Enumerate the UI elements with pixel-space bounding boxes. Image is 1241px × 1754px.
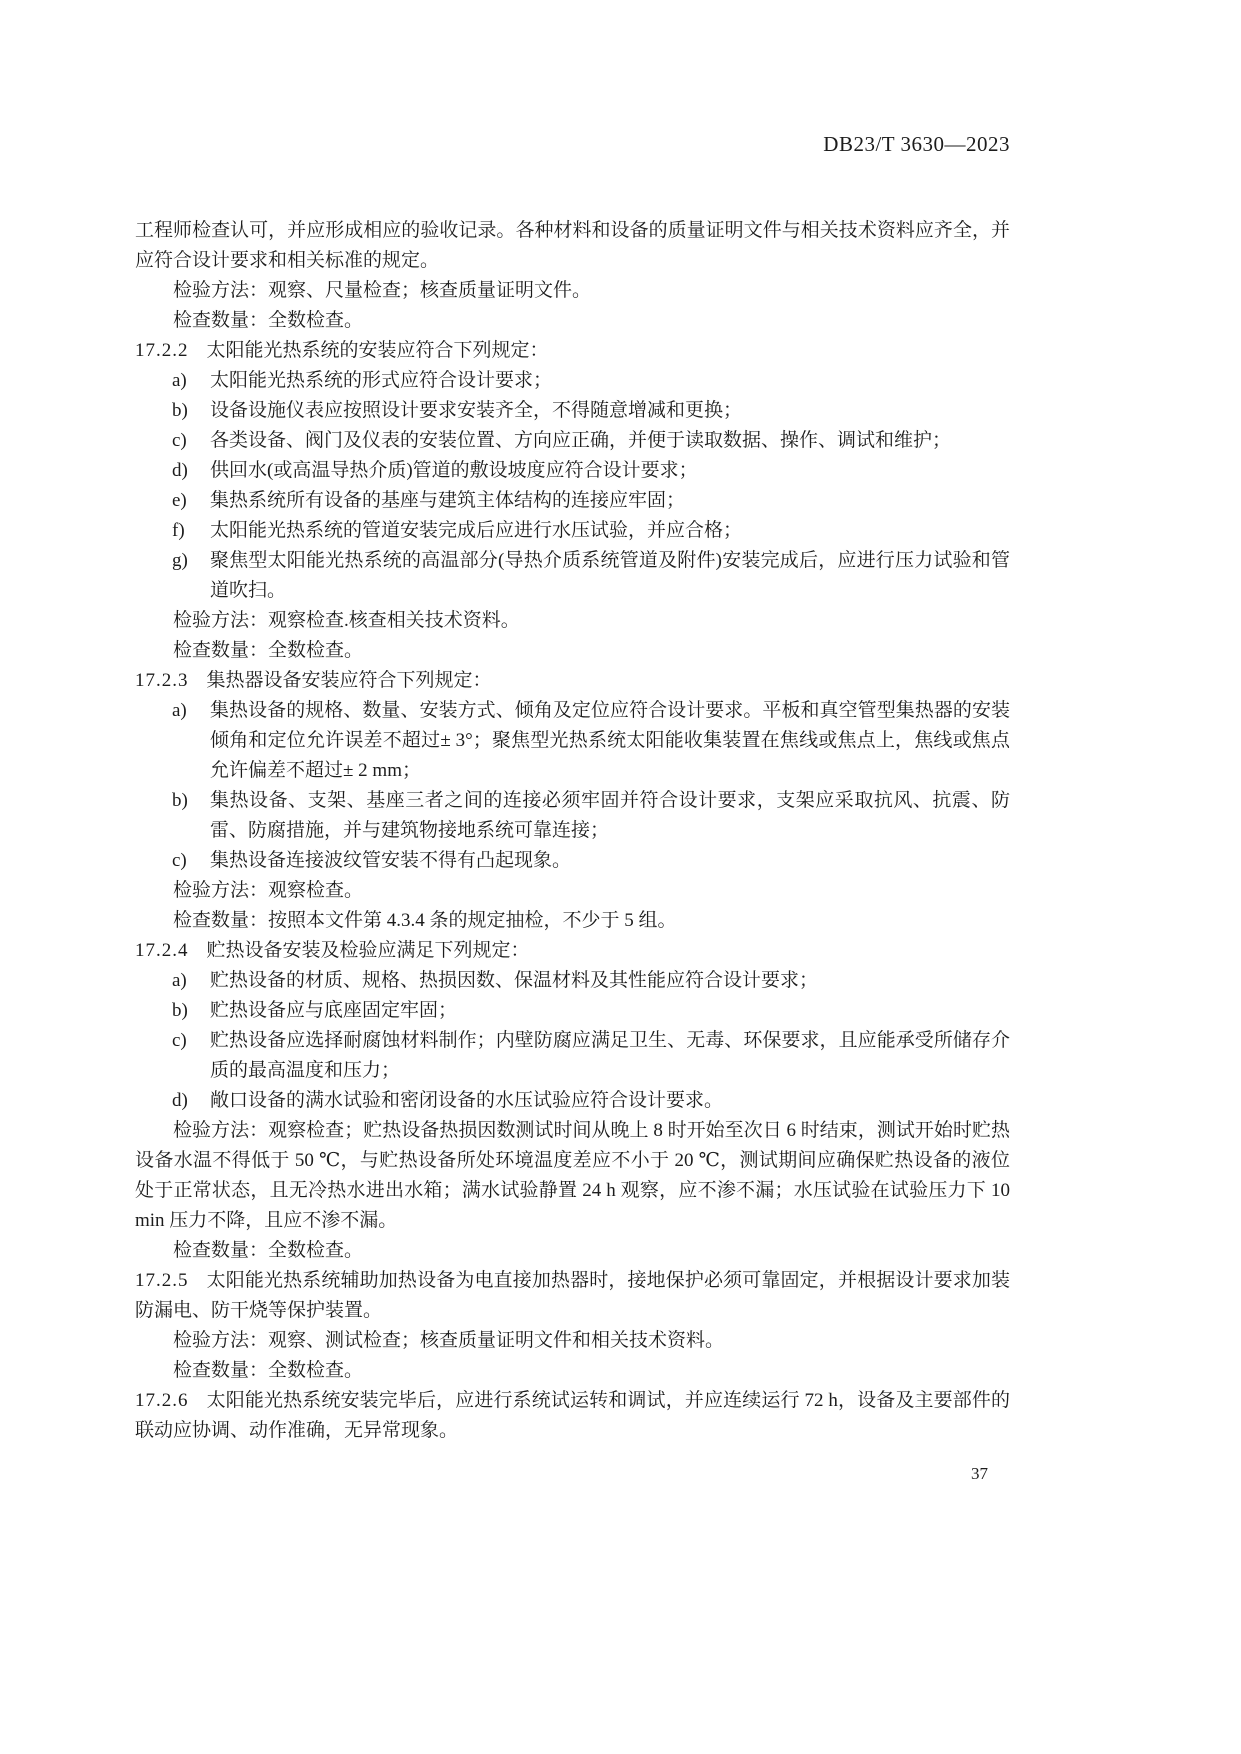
procedure-line: 检查数量：按照本文件第 4.3.4 条的规定抽检，不少于 5 组。 [173, 910, 677, 931]
list-item-text: 敞口设备的满水试验和密闭设备的水压试验应符合设计要求。 [210, 1090, 724, 1111]
clause-number: 17.2.3 [135, 670, 189, 691]
list-item-g [135, 546, 1010, 606]
clause-17.2.5 [135, 1266, 1010, 1326]
list-item-text: 集热设备连接波纹管安装不得有凸起现象。 [210, 850, 572, 871]
clause-17.2.2 [135, 336, 1010, 366]
list-item-text: 供回水(或高温导热介质)管道的敷设坡度应符合设计要求； [210, 460, 698, 481]
list-item-b [135, 396, 1010, 426]
clause-title: 太阳能光热系统安装完毕后，应进行系统试运转和调试，并应连续运行 72 h，设备及主要部件的联动应协调、动作准确，无异常现象。 [135, 1390, 1010, 1441]
document-content [135, 216, 1010, 1446]
list-item-label: c) [172, 1030, 187, 1051]
list-item-label: b) [172, 1000, 188, 1021]
list-item-label: e) [172, 490, 187, 511]
clause-number: 17.2.4 [135, 940, 189, 961]
procedure-line: 检查数量：全数检查。 [173, 640, 364, 661]
clause-17.2.6 [135, 1386, 1010, 1446]
list-item-a [135, 966, 1010, 996]
list-item-label: b) [172, 790, 188, 811]
clause-number: 17.2.6 [135, 1390, 189, 1411]
list-item-d [135, 1086, 1010, 1116]
list-item-text: 贮热设备应选择耐腐蚀材料制作；内壁防腐应满足卫生、无毒、环保要求，且应能承受所储存介质的最高温度和压力； [210, 1030, 1010, 1081]
procedure-line: 检查数量：全数检查。 [173, 1360, 364, 1381]
list-item-c [135, 426, 1010, 456]
list-item-label: f) [172, 520, 185, 541]
standard-number: DB23/T 3630—2023 [823, 132, 1010, 156]
procedure-line: 检验方法：观察检查；贮热设备热损因数测试时间从晚上 8 时开始至次日 6 时结束，测试开始时贮热设备水温不得低于 50 ℃，与贮热设备所处环境温度差应不小于 20 ℃，测试期间应确保贮热设备的液位处于正常状态，且无冷热水进出水箱；满水试验静置 24 h 观察，应不渗不漏；水压试验在试验压力下 10 min 压力不降，且应不渗不漏。 [135, 1120, 1010, 1231]
list-item-c [135, 846, 1010, 876]
procedure-line: 检验方法：观察检查。 [173, 880, 364, 901]
list-item-text: 集热设备的规格、数量、安装方式、倾角及定位应符合设计要求。平板和真空管型集热器的安装倾角和定位允许误差不超过± 3°；聚焦型光热系统太阳能收集装置在焦线或焦点上，焦线或焦点允许偏差不超过± 2 mm； [210, 700, 1010, 781]
list-item-e [135, 486, 1010, 516]
procedure-line: 检验方法：观察、测试检查；核查质量证明文件和相关技术资料。 [173, 1330, 725, 1351]
list-item-a [135, 366, 1010, 396]
list-item-text: 太阳能光热系统的形式应符合设计要求； [210, 370, 553, 391]
clause-number: 17.2.5 [135, 1270, 189, 1291]
list-item-label: d) [172, 460, 188, 481]
list-item-c [135, 1026, 1010, 1086]
list-item-label: c) [172, 850, 187, 871]
list-item-text: 贮热设备的材质、规格、热损因数、保温材料及其性能应符合设计要求； [210, 970, 819, 991]
clause-title: 太阳能光热系统辅助加热设备为电直接加热器时，接地保护必须可靠固定，并根据设计要求加装防漏电、防干烧等保护装置。 [135, 1270, 1010, 1321]
procedure-line: 检查数量：全数检查。 [173, 310, 364, 331]
page-footer [135, 1464, 988, 1484]
clause-17.2.3 [135, 666, 1010, 696]
list-item-label: a) [172, 970, 187, 991]
list-item-label: a) [172, 700, 187, 721]
page-header [135, 132, 1010, 157]
list-item-text: 各类设备、阀门及仪表的安装位置、方向应正确，并便于读取数据、操作、调试和维护； [210, 430, 952, 451]
procedure-line: 检验方法：观察检查.核查相关技术资料。 [173, 610, 520, 631]
clause-17.2.4 [135, 936, 1010, 966]
list-item-label: b) [172, 400, 188, 421]
page-number: 37 [971, 1464, 988, 1483]
list-item-text: 集热设备、支架、基座三者之间的连接必须牢固并符合设计要求，支架应采取抗风、抗震、防雷、防腐措施，并与建筑物接地系统可靠连接； [210, 790, 1010, 841]
list-item-text: 集热系统所有设备的基座与建筑主体结构的连接应牢固； [210, 490, 686, 511]
list-item-a [135, 696, 1010, 786]
list-item-label: a) [172, 370, 187, 391]
procedure-line: 检验方法：观察、尺量检查；核查质量证明文件。 [173, 280, 592, 301]
clause-title: 集热器设备安装应符合下列规定： [206, 670, 492, 691]
list-item-b [135, 996, 1010, 1026]
list-item-d [135, 456, 1010, 486]
clause-title: 太阳能光热系统的安装应符合下列规定： [206, 340, 549, 361]
list-item-text: 设备设施仪表应按照设计要求安装齐全，不得随意增减和更换； [210, 400, 743, 421]
list-item-text: 聚焦型太阳能光热系统的高温部分(导热介质系统管道及附件)安装完成后，应进行压力试验和管道吹扫。 [210, 550, 1010, 601]
list-item-text: 贮热设备应与底座固定牢固； [210, 1000, 458, 1021]
list-item-label: c) [172, 430, 187, 451]
procedure-line: 检查数量：全数检查。 [173, 1240, 364, 1261]
list-item-label: d) [172, 1090, 188, 1111]
list-item-b [135, 786, 1010, 846]
list-item-text: 太阳能光热系统的管道安装完成后应进行水压试验，并应合格； [210, 520, 743, 541]
clause-title: 贮热设备安装及检验应满足下列规定： [206, 940, 530, 961]
clause-number: 17.2.2 [135, 340, 189, 361]
paragraph: 工程师检查认可，并应形成相应的验收记录。各种材料和设备的质量证明文件与相关技术资料应齐全，并应符合设计要求和相关标准的规定。 [135, 220, 1010, 271]
list-item-f [135, 516, 1010, 546]
list-item-label: g) [172, 550, 188, 571]
